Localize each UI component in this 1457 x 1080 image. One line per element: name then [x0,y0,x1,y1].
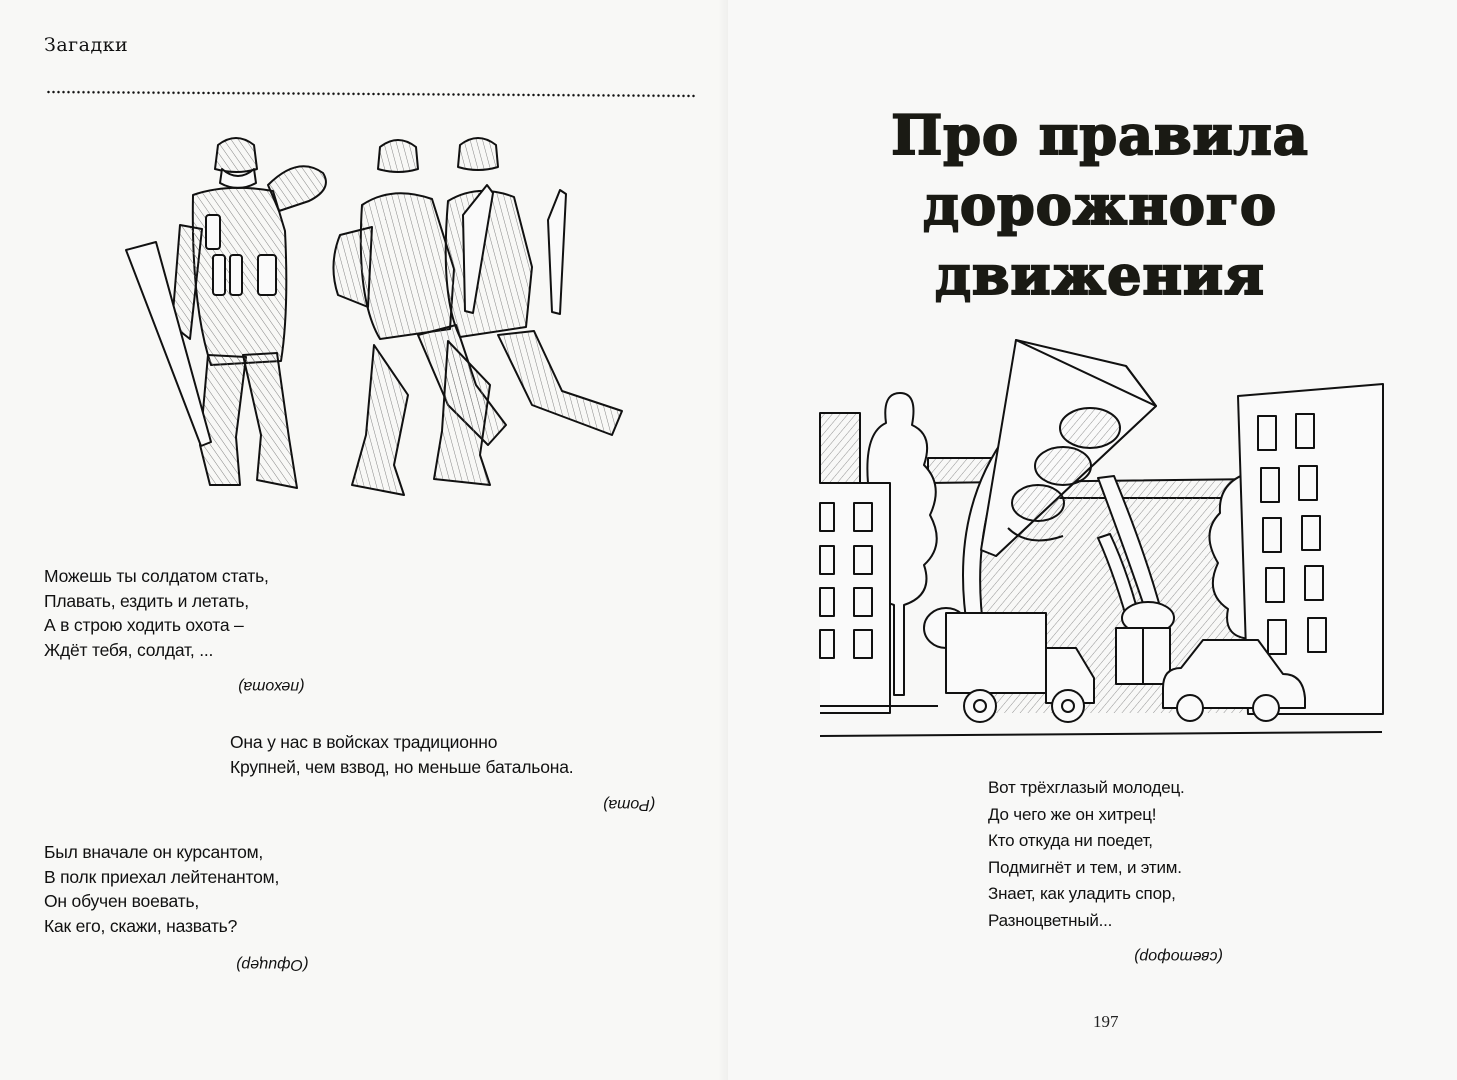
riddle-line: Можешь ты солдатом стать, [44,566,269,586]
riddle-line: Разноцветный... [988,910,1113,930]
riddle-line: А в строю ходить охота – [44,615,244,635]
riddle-line: Вот трёхглазый молодец. [988,778,1185,797]
riddle-line: Как его, скажи, назвать? [44,915,238,936]
riddle-line: Подмигнёт и тем, и этим. [988,857,1182,877]
riddle-line: Был вначале он курсантом, [44,842,264,862]
riddle-line: До чего же он хитрец! [988,804,1157,824]
soldiers-illustration [118,125,663,520]
riddle-answer-inverted: (пехота) [238,678,305,695]
riddle-officer [44,840,279,938]
riddle-company [230,730,573,779]
section-title-line: дорожного [923,173,1277,237]
section-title-line: Про правила [891,103,1309,167]
riddle-line: Крупней, чем взвод, но меньше батальона. [230,756,574,777]
section-title [850,100,1350,310]
riddle-line: Плавать, ездить и летать, [44,590,249,611]
riddle-line: Знает, как уладить спор, [988,884,1176,903]
dotted-divider [46,90,696,98]
riddle-answer-inverted: (Рота) [603,796,656,813]
riddle-traffic-light [988,775,1185,934]
traffic-light-illustration [818,328,1384,740]
riddle-line: Ждёт тебя, солдат, ... [44,639,214,660]
section-title-line: движения [935,243,1265,307]
running-head: Загадки [44,34,129,56]
riddle-line: В полк приехал лейтенантом, [44,866,280,887]
riddle-line: Кто откуда ни поедет, [988,831,1153,850]
left-page [0,0,728,1080]
riddle-answer-inverted: (Офицер) [236,956,309,973]
riddle-answer-inverted: (светофор) [1134,948,1223,965]
page-number: 197 [1093,1012,1119,1031]
riddle-infantry [44,564,269,662]
riddle-line: Она у нас в войсках традиционно [230,732,498,752]
riddle-line: Он обучен воевать, [44,891,200,911]
